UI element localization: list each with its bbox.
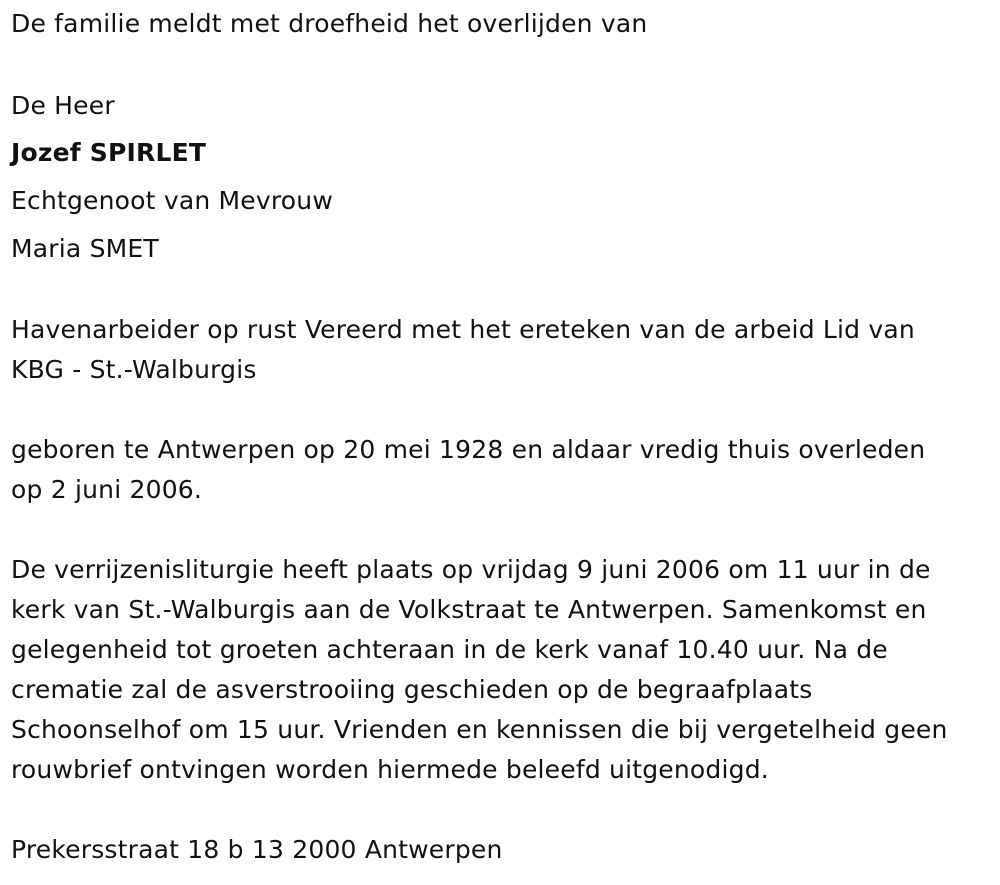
deceased-name: Jozef SPIRLET bbox=[11, 138, 207, 167]
service-line-2: kerk van St.-Walburgis aan de Volkstraat te Antwerpen. Samenkomst en bbox=[11, 595, 927, 624]
address: Prekersstraat 18 b 13 2000 Antwerpen bbox=[11, 835, 503, 864]
birth-death-line-2: op 2 juni 2006. bbox=[11, 475, 203, 504]
service-line-4: crematie zal de asverstrooiing geschieden op de begraafplaats bbox=[11, 675, 813, 704]
service-line-1: De verrijzenisliturgie heeft plaats op vrijdag 9 juni 2006 om 11 uur in de bbox=[11, 555, 931, 584]
spouse-label: Echtgenoot van Mevrouw bbox=[11, 186, 333, 215]
occupation-line-1: Havenarbeider op rust Vereerd met het ereteken van de arbeid Lid van bbox=[11, 315, 915, 344]
service-line-5: Schoonselhof om 15 uur. Vrienden en kennissen die bij vergetelheid geen bbox=[11, 715, 948, 744]
birth-death-line-1: geboren te Antwerpen op 20 mei 1928 en aldaar vredig thuis overleden bbox=[11, 435, 926, 464]
spouse-name: Maria SMET bbox=[11, 234, 159, 263]
service-line-6: rouwbrief ontvingen worden hiermede beleefd uitgenodigd. bbox=[11, 755, 769, 784]
occupation-line-2: KBG - St.-Walburgis bbox=[11, 355, 257, 384]
honorific: De Heer bbox=[11, 91, 115, 120]
service-line-3: gelegenheid tot groeten achteraan in de kerk vanaf 10.40 uur. Na de bbox=[11, 635, 888, 664]
intro-text: De familie meldt met droefheid het overlijden van bbox=[11, 9, 648, 38]
